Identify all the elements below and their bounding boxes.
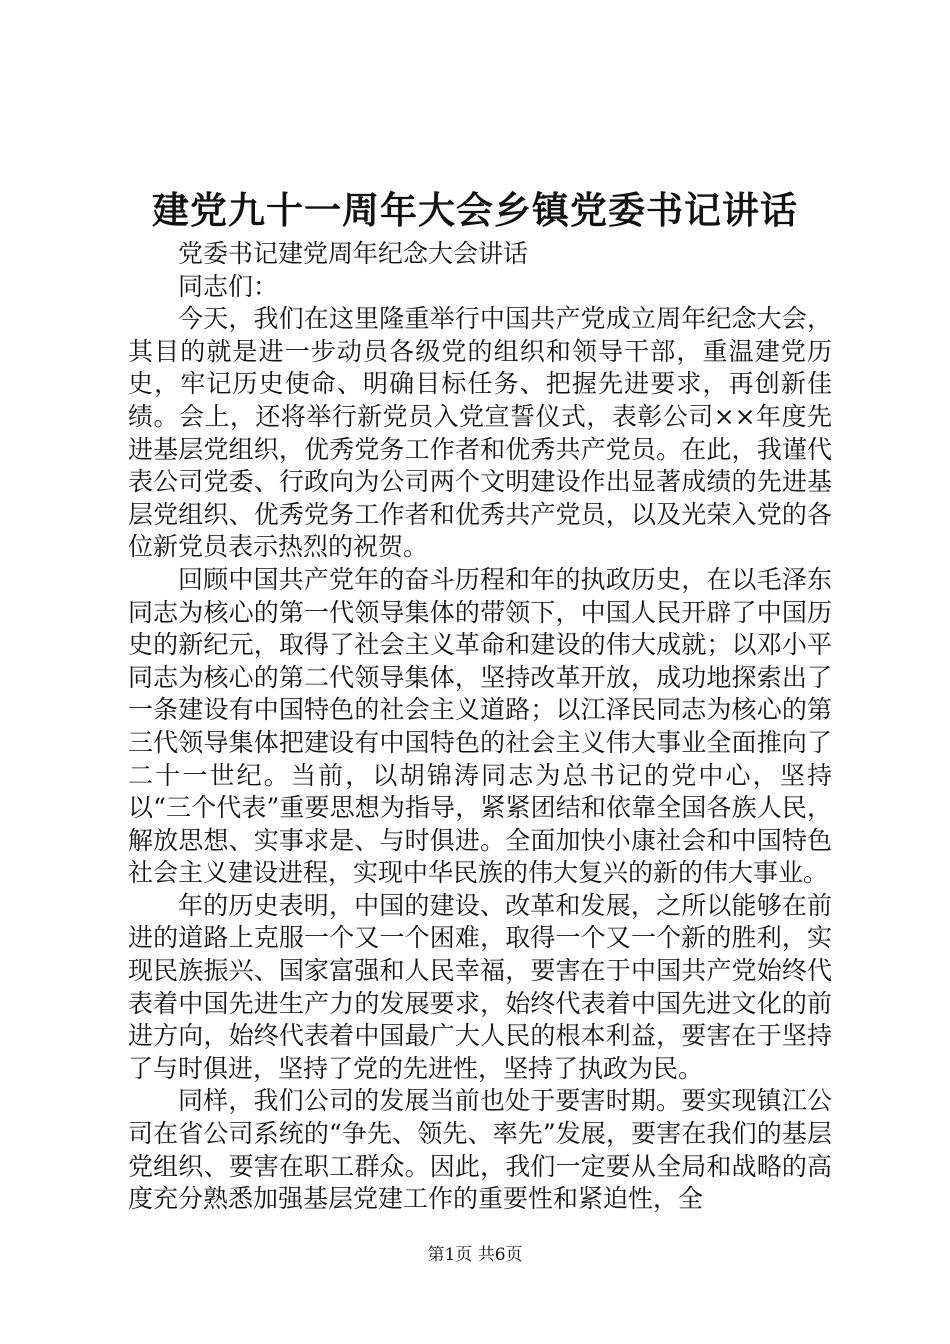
document-subtitle: 党委书记建党周年纪念大会讲话 <box>178 239 529 268</box>
paragraph-1: 今天，我们在这里隆重举行中国共产党成立周年纪念大会，其目的就是进一步动员各级党的组织和领导干部，重温建党历史，牢记历史使命、明确目标任务、把握先进要求，再创新佳绩。会上，还将举行新党员入党宣誓仪式，表彰公司××年度先进基层党组织，优秀党务工作者和优秀共产党员。在此，我谨代表公司党委、行政向为公司两个文明建设作出显著成绩的先进基层党组织、优秀党务工作者和优秀共产党员，以及光荣入党的各位新党员表示热烈的祝贺。 <box>128 304 832 562</box>
paragraph-3: 年的历史表明，中国的建设、改革和发展，之所以能够在前进的道路上克服一个又一个困难，取得一个又一个新的胜利，实现民族振兴、国家富强和人民幸福，要害在于中国共产党始终代表着中国先进生产力的发展要求，始终代表着中国先进文化的前进方向，始终代表着中国最广大人民的根本利益，要害在于坚持了与时俱进，坚持了党的先进性，坚持了执政为民。 <box>128 890 832 1083</box>
page-number: 第1页 共6页 <box>427 1245 523 1265</box>
page-footer <box>0 1243 950 1267</box>
document-body <box>128 238 832 1216</box>
paragraph-4: 同样，我们公司的发展当前也处于要害时期。要实现镇江公司在省公司系统的“争先、领先、率先”发展，要害在我们的基层党组织、要害在职工群众。因此，我们一定要从全局和战略的高度充分熟悉加强基层党建工作的重要性和紧迫性，全 <box>128 1086 832 1214</box>
paragraph-2: 回顾中国共产党年的奋斗历程和年的执政历史，在以毛泽东同志为核心的第一代领导集体的带领下，中国人民开辟了中国历史的新纪元，取得了社会主义革命和建设的伟大成就；以邓小平同志为核心的第二代领导集体，坚持改革开放，成功地探索出了一条建设有中国特色的社会主义道路；以江泽民同志为核心的第三代领导集体把建设有中国特色的社会主义伟大事业全面推向了二十一世纪。当前，以胡锦涛同志为总书记的党中心，坚持以“三个代表”重要思想为指导，紧紧团结和依靠全国各族人民，解放思想、实事求是、与时俱进。全面加快小康社会和中国特色社会主义建设进程，实现中华民族的伟大复兴的新的伟大事业。 <box>128 564 832 888</box>
document-title: 建党九十一周年大会乡镇党委书记讲话 <box>152 188 798 232</box>
salutation: 同志们： <box>178 271 279 301</box>
